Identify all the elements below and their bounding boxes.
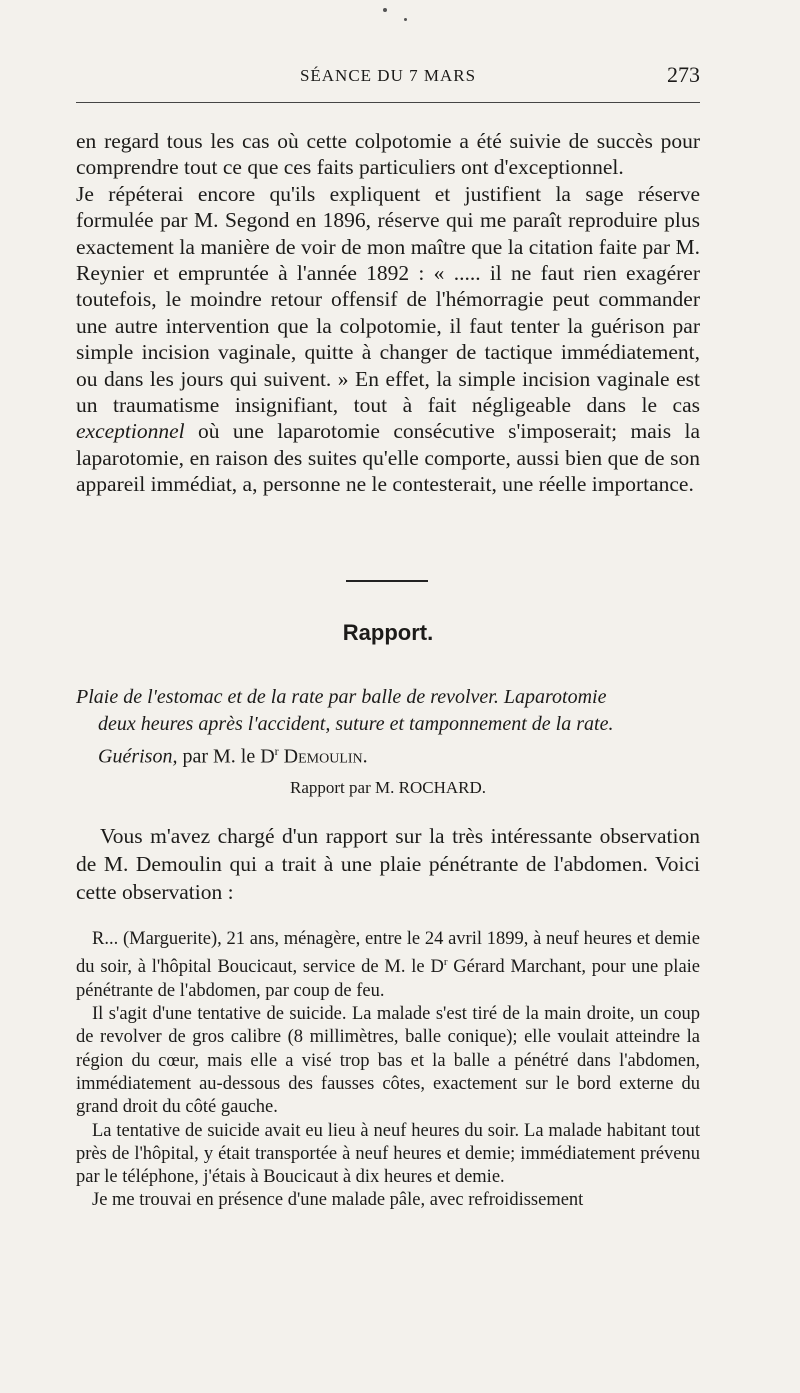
running-header <box>76 62 700 94</box>
byline-name: ROCHARD. <box>398 778 486 797</box>
observation-p1-sup: r <box>443 956 448 969</box>
page-number: 273 <box>667 62 700 87</box>
subtitle-guerison: Guérison, <box>98 745 178 768</box>
subtitle-author: Demoulin. <box>278 745 368 768</box>
subtitle-line-3 <box>76 738 700 771</box>
observation-p1-b: Gérard Marchant, pour une plaie pénétrante de l'abdomen, par coup de feu. <box>76 957 700 1001</box>
intro-paragraph-2-b: où une laparotomie consécutive s'imposerait; mais la laparotomie, en raison des suites qu'elle comporte, aussi bien que de son appareil immédiat, a, personne ne le contesterait, une réelle importance. <box>76 419 700 497</box>
subtitle-par: par M. le D <box>177 745 275 768</box>
section-separator <box>346 580 428 582</box>
print-speck <box>383 8 387 12</box>
subtitle-line-1: Plaie de l'estomac et de la rate par balle de revolver. Laparotomie <box>76 686 607 708</box>
subtitle-line-2: deux heures après l'accident, suture et tamponnement de la rate. <box>98 713 614 735</box>
intro-emphasis: exceptionnel <box>76 419 185 444</box>
intro-paragraph-1: en regard tous les cas où cette colpotomie a été suivie de succès pour comprendre tout ce que ces faits particuliers ont d'exceptionnel. <box>76 129 700 180</box>
running-title: SÉANCE DU 7 MARS <box>299 66 477 85</box>
observation-paragraph-3: La tentative de suicide avait eu lieu à neuf heures du soir. La malade habitant tout près de l'hôpital, y était transportée à neuf heures et demie; immédiatement prévenu par le téléphone, j'étais à Boucicaut à dix heures et demie. <box>76 1120 700 1188</box>
intro-paragraph-2 <box>76 181 700 498</box>
observation-p1-a: R... (Marguerite), 21 ans, ménagère, entre le 24 avril 1899, à neuf heures et demie du soir, à l'hôpital Boucicaut, service de M. le D <box>76 929 700 978</box>
observation-text <box>76 928 700 1213</box>
observation-paragraph-1 <box>76 928 700 1003</box>
report-text <box>76 822 700 906</box>
report-byline <box>76 778 700 798</box>
section-heading: Rapport. <box>342 620 434 645</box>
observation-paragraph-4: Je me trouvai en présence d'une malade pâle, avec refroidissement <box>92 1190 584 1211</box>
intro-text <box>76 128 700 498</box>
observation-paragraph-2: Il s'agit d'une tentative de suicide. La malade s'est tiré de la main droite, un coup de revolver de gros calibre (8 millimètres, balle conique); elle voulait atteindre la région du cœur, mais elle a visé trop bas et la balle a pénétré dans l'abdomen, immédiatement au-dessous des fausses côtes, exactement sur le bord externe du grand droit du côté gauche. <box>76 1004 700 1118</box>
intro-paragraph-2-a: Je répéterai encore qu'ils expliquent et justifient la sage réserve formulée par M. Segond en 1896, réserve qui me paraît reproduire plus exactement la manière de voir de mon maître que la citation faite par M. Reynier et empruntée à l'année 1892 : « ..... il ne faut rien exagérer toutefois, le moindre retour offensif de l'hémorragie peut commander une autre intervention que la colpotomie, il faut tenter la guérison par simple incision vaginale, quitte à changer de tactique immédiatement, ou dans les jours qui suivent. » En effet, la simple incision vaginale est un traumatisme insignifiant, tout à fait négligeable dans le cas <box>76 181 700 418</box>
subtitle-sup: r <box>274 744 279 758</box>
report-subtitle <box>76 684 700 771</box>
header-rule <box>76 102 700 103</box>
byline-prefix: Rapport par M. <box>290 778 399 797</box>
report-paragraph-1: Vous m'avez chargé d'un rapport sur la très intéressante observation de M. Demoulin qui a trait à une plaie pénétrante de l'abdomen. Voici cette observation : <box>76 824 700 904</box>
print-speck <box>404 18 407 21</box>
